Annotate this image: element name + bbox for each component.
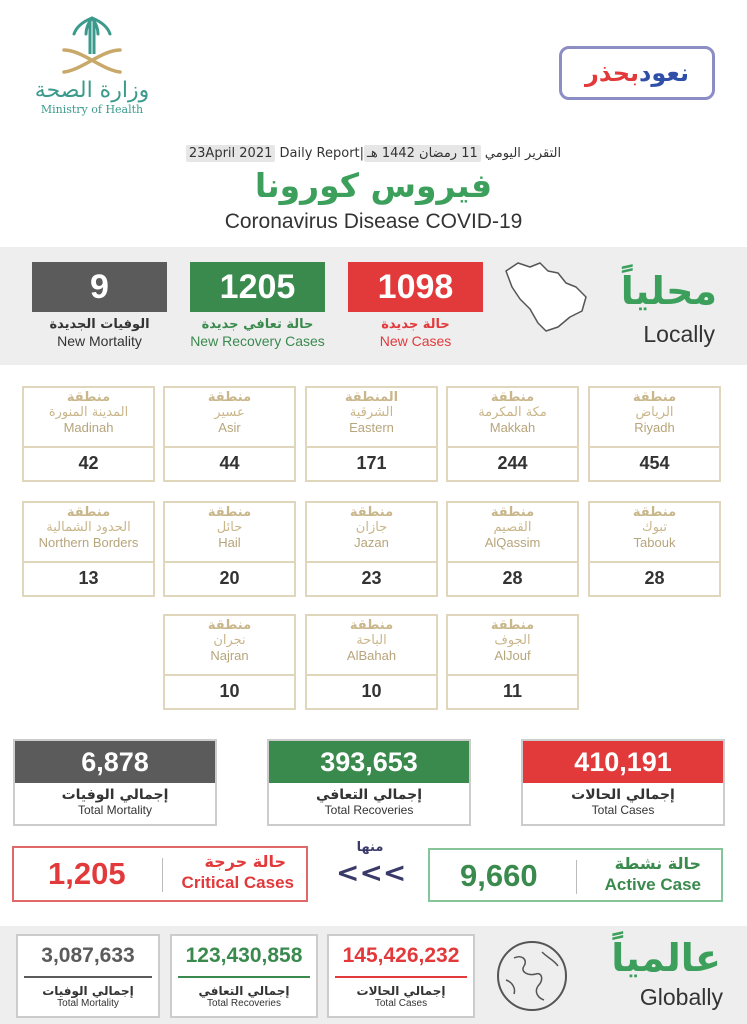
divider bbox=[576, 860, 577, 894]
region-name-en: Najran bbox=[210, 648, 249, 663]
region-prefix: منطقة bbox=[490, 618, 535, 633]
region-prefix: منطقة bbox=[66, 390, 111, 405]
globally-section bbox=[0, 926, 747, 1024]
region-northern-borders bbox=[22, 501, 155, 597]
total-recoveries-card bbox=[267, 739, 471, 826]
active-cases-value: 9,660 bbox=[460, 858, 538, 893]
region-name-ar: مكة المكرمة bbox=[478, 405, 547, 420]
page-title-en: Coronavirus Disease COVID-19 bbox=[224, 210, 523, 233]
region-name-en: Northern Borders bbox=[38, 535, 139, 550]
report-date: 23April 2021 bbox=[186, 145, 275, 162]
total-recoveries-value: 393,653 bbox=[269, 741, 469, 783]
region-name-en: Riyadh bbox=[634, 420, 675, 435]
region-value: 20 bbox=[219, 568, 240, 588]
region-prefix: منطقة bbox=[490, 390, 535, 405]
region-jazan bbox=[305, 501, 438, 597]
region-hail bbox=[163, 501, 296, 597]
divider bbox=[335, 976, 467, 978]
region-value: 10 bbox=[361, 681, 382, 701]
region-madinah bbox=[22, 386, 155, 482]
campaign-badge bbox=[559, 46, 715, 100]
region-value: 44 bbox=[219, 453, 240, 473]
critical-cases-label-en: Critical Cases bbox=[181, 873, 294, 892]
total-mortality-value: 6,878 bbox=[15, 741, 215, 783]
active-cases-label-en: Active Case bbox=[604, 875, 701, 894]
region-riyadh bbox=[588, 386, 721, 482]
region-value: 454 bbox=[639, 453, 670, 473]
region-value: 13 bbox=[78, 568, 99, 588]
critical-cases-card bbox=[12, 846, 308, 902]
report-label-ar: التقرير اليومي bbox=[484, 146, 562, 161]
new-cases-value: 1098 bbox=[348, 262, 483, 312]
region-alqassim bbox=[446, 501, 579, 597]
region-prefix: منطقة bbox=[207, 505, 252, 520]
of-which-label: منها bbox=[356, 840, 384, 855]
region-value: 171 bbox=[356, 453, 387, 473]
total-cases-value: 410,191 bbox=[523, 741, 723, 783]
total-recoveries-label-ar: إجمالي التعافي bbox=[315, 787, 423, 803]
new-recovery-label-ar: حالة تعافي جديدة bbox=[201, 317, 314, 332]
active-cases-label-ar: حالة نشطة bbox=[614, 854, 701, 873]
ministry-name-en: Ministry of Health bbox=[40, 103, 144, 116]
campaign-word-1: نعود bbox=[639, 59, 689, 87]
new-recovery-label-en: New Recovery Cases bbox=[190, 333, 325, 349]
total-cases-label-en: Total Cases bbox=[591, 803, 655, 817]
global-cases-label-ar: إجمالي الحالات bbox=[356, 984, 446, 998]
region-name-ar: جازان bbox=[355, 520, 388, 535]
region-name-en: Asir bbox=[218, 420, 241, 435]
region-prefix: منطقة bbox=[490, 505, 535, 520]
page-title-ar: فيروس كورونا bbox=[254, 166, 493, 205]
region-prefix: منطقة bbox=[632, 390, 677, 405]
saudi-map-icon bbox=[496, 257, 592, 337]
region-name-ar: حائل bbox=[216, 520, 243, 535]
critical-cases-value: 1,205 bbox=[48, 856, 126, 891]
locally-section bbox=[0, 247, 747, 365]
region-makkah bbox=[446, 386, 579, 482]
region-name-en: AlJouf bbox=[494, 648, 531, 663]
critical-cases-label-ar: حالة حرجة bbox=[204, 852, 286, 871]
palm-swords-icon bbox=[52, 14, 132, 78]
divider bbox=[178, 976, 310, 978]
global-mortality-card bbox=[16, 934, 160, 1018]
total-mortality-label-en: Total Mortality bbox=[77, 803, 153, 817]
region-value: 42 bbox=[78, 453, 99, 473]
region-aljouf bbox=[446, 614, 579, 710]
new-mortality-value: 9 bbox=[32, 262, 167, 312]
global-mortality-label-en: Total Mortality bbox=[57, 998, 119, 1009]
region-prefix: منطقة bbox=[207, 390, 252, 405]
total-mortality-card bbox=[13, 739, 217, 826]
total-mortality-label-ar: إجمالي الوفيات bbox=[61, 787, 169, 803]
total-cases-label-ar: إجمالي الحالات bbox=[571, 787, 675, 803]
new-recovery-value: 1205 bbox=[190, 262, 325, 312]
region-name-ar: عسير bbox=[214, 405, 245, 420]
divider bbox=[24, 976, 152, 978]
region-name-ar: المدينة المنورة bbox=[48, 405, 129, 420]
region-prefix: منطقة bbox=[349, 618, 394, 633]
locally-title-ar: محلياً bbox=[620, 269, 717, 313]
report-label-en: Daily Report bbox=[279, 146, 360, 161]
region-name-ar: القصيم bbox=[493, 520, 532, 535]
total-recoveries-label-en: Total Recoveries bbox=[324, 803, 414, 817]
region-name-ar: تبوك bbox=[642, 520, 667, 535]
global-cases-value: 145,426,232 bbox=[342, 944, 460, 967]
global-recoveries-value: 123,430,858 bbox=[185, 944, 303, 967]
divider bbox=[162, 858, 163, 892]
region-eastern bbox=[305, 386, 438, 482]
globe-icon bbox=[492, 936, 572, 1016]
region-name-en: Eastern bbox=[349, 420, 394, 435]
total-cases-card bbox=[521, 739, 725, 826]
region-name-ar: الرياض bbox=[635, 405, 674, 420]
region-name-en: Jazan bbox=[354, 535, 389, 550]
region-value: 244 bbox=[497, 453, 528, 473]
global-cases-label-en: Total Cases bbox=[374, 998, 428, 1009]
global-mortality-value: 3,087,633 bbox=[41, 944, 135, 967]
new-cases-label-en: New Cases bbox=[379, 333, 452, 349]
region-name-en: Madinah bbox=[63, 420, 114, 435]
region-prefix: منطقة bbox=[207, 618, 252, 633]
region-najran bbox=[163, 614, 296, 710]
region-tabouk bbox=[588, 501, 721, 597]
region-name-en: Hail bbox=[218, 535, 241, 550]
region-value: 28 bbox=[502, 568, 523, 588]
moh-logo bbox=[22, 14, 162, 126]
region-prefix: منطقة bbox=[349, 505, 394, 520]
new-mortality-label-ar: الوفيات الجديدة bbox=[49, 317, 150, 332]
region-prefix: المنطقة bbox=[344, 390, 399, 405]
region-name-ar: الحدود الشمالية bbox=[46, 520, 131, 535]
ministry-name-ar: وزارة الصحة bbox=[34, 78, 150, 103]
global-cases-card bbox=[327, 934, 475, 1018]
new-mortality-label-en: New Mortality bbox=[57, 333, 142, 349]
global-recoveries-label-en: Total Recoveries bbox=[207, 998, 281, 1009]
globally-title-en: Globally bbox=[639, 984, 723, 1010]
globally-title-ar: عالمياً bbox=[611, 936, 721, 980]
region-name-ar: الشرقية bbox=[349, 405, 394, 420]
campaign-word-2: بحذر bbox=[585, 59, 640, 87]
report-hijri: 11 رمضان 1442 هـ bbox=[364, 145, 481, 162]
region-name-ar: الجوف bbox=[494, 633, 531, 648]
region-value: 23 bbox=[361, 568, 382, 588]
region-name-en: Tabouk bbox=[633, 535, 676, 550]
region-value: 11 bbox=[502, 681, 523, 701]
region-value: 28 bbox=[644, 568, 665, 588]
region-value: 10 bbox=[219, 681, 240, 701]
region-name-en: AlBahah bbox=[346, 648, 397, 663]
region-prefix: منطقة bbox=[632, 505, 677, 520]
region-name-ar: الباحة bbox=[356, 633, 387, 648]
active-cases-card bbox=[428, 848, 723, 902]
region-name-en: AlQassim bbox=[484, 535, 541, 550]
region-name-ar: نجران bbox=[213, 633, 246, 648]
region-asir bbox=[163, 386, 296, 482]
region-prefix: منطقة bbox=[66, 505, 111, 520]
global-recoveries-card bbox=[170, 934, 318, 1018]
new-cases-label-ar: حالة جديدة bbox=[381, 317, 450, 332]
arrows-icon: <<< bbox=[336, 856, 407, 889]
region-name-en: Makkah bbox=[489, 420, 536, 435]
report-line: التقرير اليومي 11 رمضان 1442 هـ|23April 2021 Daily Report bbox=[0, 146, 747, 161]
global-recoveries-label-ar: إجمالي التعافي bbox=[198, 984, 290, 998]
global-mortality-label-ar: إجمالي الوفيات bbox=[42, 984, 134, 998]
region-albahah bbox=[305, 614, 438, 710]
locally-title-en: Locally bbox=[643, 321, 715, 347]
